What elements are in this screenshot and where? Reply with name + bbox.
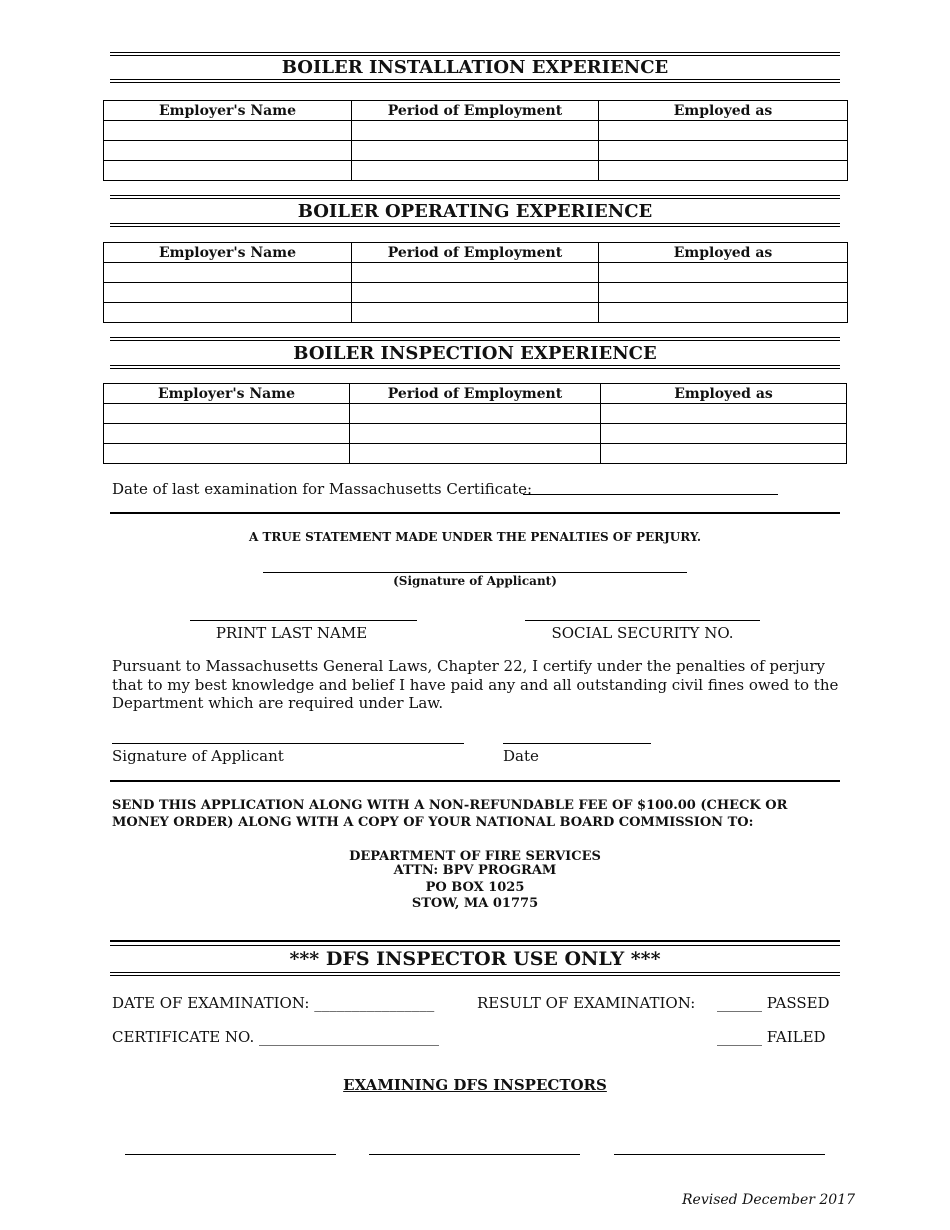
section-title-installation: BOILER INSTALLATION EXPERIENCE [281, 57, 669, 78]
period-cell[interactable] [352, 263, 599, 283]
signature-caption: (Signature of Applicant) [393, 574, 557, 588]
period-cell[interactable] [352, 121, 599, 141]
inspector-signature-field[interactable] [614, 1154, 825, 1155]
column-header: Employer's Name [104, 384, 350, 404]
table-row[interactable] [104, 121, 848, 141]
period-cell[interactable] [350, 404, 601, 424]
table-header-row [104, 384, 847, 404]
column-header: Employed as [599, 243, 848, 263]
last-name-field[interactable] [190, 620, 417, 621]
inspector-signature-field[interactable] [369, 1154, 580, 1155]
section-rule-bottom [110, 365, 840, 369]
signature-field[interactable] [112, 743, 464, 744]
print-last-name-label: PRINT LAST NAME [215, 624, 368, 642]
signature-label: Signature of Applicant [112, 747, 284, 765]
employed-as-cell[interactable] [601, 404, 847, 424]
perjury-statement: A TRUE STATEMENT MADE UNDER THE PENALTIES OF PERJURY. [248, 530, 702, 544]
address-line: PO BOX 1025 [425, 880, 525, 895]
table-row[interactable] [104, 444, 847, 464]
address-line: STOW, MA 01775 [411, 896, 539, 911]
section-rule-bottom [110, 79, 840, 83]
section-title-operating: BOILER OPERATING EXPERIENCE [297, 201, 653, 222]
employed-as-cell[interactable] [599, 121, 848, 141]
ssn-label: SOCIAL SECURITY NO. [551, 624, 734, 642]
column-header: Period of Employment [350, 384, 601, 404]
section-rule-top [110, 940, 840, 946]
section-rule-top [110, 195, 840, 199]
date-label: Date [503, 747, 539, 765]
column-header: Employed as [599, 101, 848, 121]
certification-line: Pursuant to Massachusetts General Laws, Chapter 22, I certify under the penalties of perjury [112, 657, 826, 675]
inspector-use-title: *** DFS INSPECTOR USE ONLY *** [289, 948, 661, 970]
period-cell[interactable] [352, 141, 599, 161]
last-exam-label: Date of last examination for Massachusetts Certificate: [112, 480, 533, 498]
result-of-examination-label: RESULT OF EXAMINATION: [477, 994, 696, 1012]
operating-experience-table [103, 242, 848, 323]
certificate-number[interactable]: CERTIFICATE NO. ________________________ [112, 1028, 440, 1046]
employer-name-cell[interactable] [104, 444, 350, 464]
period-cell[interactable] [352, 283, 599, 303]
employer-name-cell[interactable] [104, 424, 350, 444]
table-row[interactable] [104, 404, 847, 424]
employed-as-cell[interactable] [599, 141, 848, 161]
revision-note: Revised December 2017 [682, 1192, 856, 1208]
column-header: Employer's Name [104, 243, 352, 263]
period-cell[interactable] [350, 424, 601, 444]
employer-name-cell[interactable] [104, 141, 352, 161]
table-row[interactable] [104, 161, 848, 181]
column-header: Period of Employment [352, 243, 599, 263]
employer-name-cell[interactable] [104, 161, 352, 181]
employer-name-cell[interactable] [104, 263, 352, 283]
table-row[interactable] [104, 283, 848, 303]
section-rule-top [110, 337, 840, 341]
divider [110, 780, 840, 782]
period-cell[interactable] [352, 161, 599, 181]
employer-name-cell[interactable] [104, 121, 352, 141]
table-row[interactable] [104, 424, 847, 444]
section-title-inspection: BOILER INSPECTION EXPERIENCE [293, 343, 657, 364]
certification-line: that to my best knowledge and belief I have paid any and all outstanding civil fines owed to the [112, 676, 839, 694]
divider [110, 512, 840, 514]
last-exam-date-field[interactable] [523, 494, 778, 495]
employer-name-cell[interactable] [104, 404, 350, 424]
period-cell[interactable] [350, 444, 601, 464]
inspector-signature-field[interactable] [125, 1154, 336, 1155]
employed-as-cell[interactable] [601, 444, 847, 464]
send-instructions-line: MONEY ORDER) ALONG WITH A COPY OF YOUR NATIONAL BOARD COMMISSION TO: [112, 815, 754, 830]
table-row[interactable] [104, 141, 848, 161]
column-header: Period of Employment [352, 101, 599, 121]
date-field[interactable] [503, 743, 651, 744]
examining-inspectors-title: EXAMINING DFS INSPECTORS [343, 1076, 607, 1094]
section-rule-top [110, 52, 840, 56]
employed-as-cell[interactable] [599, 263, 848, 283]
date-of-examination[interactable]: DATE OF EXAMINATION: ________________ [112, 994, 435, 1012]
ssn-field[interactable] [525, 620, 760, 621]
section-rule-bottom [110, 972, 840, 976]
table-row[interactable] [104, 303, 848, 323]
table-row[interactable] [104, 263, 848, 283]
table-header-row [104, 101, 848, 121]
employed-as-cell[interactable] [599, 283, 848, 303]
address-line: ATTN: BPV PROGRAM [393, 863, 557, 878]
section-rule-bottom [110, 223, 840, 227]
failed-option[interactable]: ______ FAILED [717, 1028, 826, 1046]
column-header: Employed as [601, 384, 847, 404]
address-line: DEPARTMENT OF FIRE SERVICES [349, 849, 601, 864]
period-cell[interactable] [352, 303, 599, 323]
table-header-row [104, 243, 848, 263]
employer-name-cell[interactable] [104, 283, 352, 303]
column-header: Employer's Name [104, 101, 352, 121]
send-instructions-line: SEND THIS APPLICATION ALONG WITH A NON-REFUNDABLE FEE OF $100.00 (CHECK OR [112, 798, 788, 813]
employer-name-cell[interactable] [104, 303, 352, 323]
employed-as-cell[interactable] [599, 161, 848, 181]
installation-experience-table [103, 100, 848, 181]
passed-option[interactable]: ______ PASSED [717, 994, 830, 1012]
applicant-signature-field[interactable] [263, 572, 687, 573]
employed-as-cell[interactable] [601, 424, 847, 444]
employed-as-cell[interactable] [599, 303, 848, 323]
certification-line: Department which are required under Law. [112, 694, 444, 712]
inspection-experience-table [103, 383, 847, 464]
